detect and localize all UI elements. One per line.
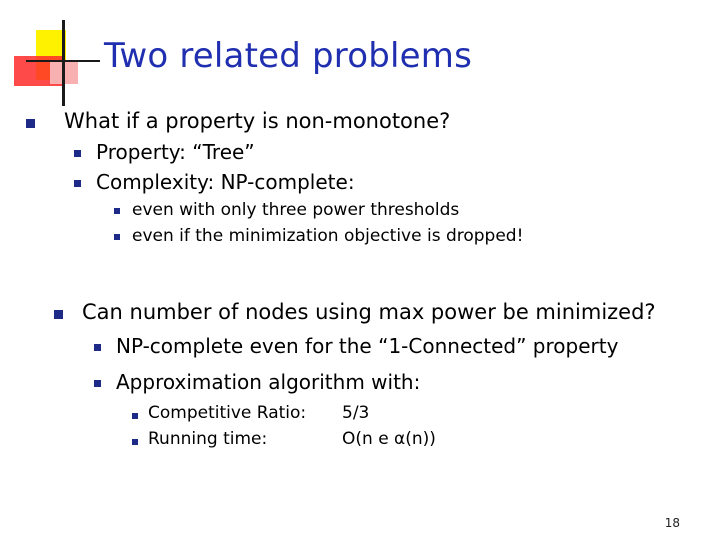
page-number: 18 — [664, 516, 680, 530]
bullet-square-icon — [132, 439, 138, 445]
section1-subitem: even if the minimization objective is dropped! — [132, 226, 524, 246]
decor-horizontal-line — [26, 60, 100, 62]
bullet-square-icon — [132, 413, 138, 419]
section1-subitem: even with only three power thresholds — [132, 200, 460, 220]
running-time-label: Running time: — [148, 429, 268, 449]
bullet-square-icon — [74, 180, 81, 187]
bullet-square-icon — [54, 310, 63, 319]
bullet-square-icon — [114, 234, 120, 240]
bullet-square-icon — [26, 119, 35, 128]
competitive-ratio-value: 5/3 — [342, 403, 370, 423]
slide-title: Two related problems — [104, 36, 473, 76]
section2-item: Approximation algorithm with: — [116, 370, 421, 394]
section1-heading: What if a property is non-monotone? — [64, 109, 451, 133]
bullet-square-icon — [74, 150, 81, 157]
bullet-square-icon — [94, 344, 101, 351]
section2-heading: Can number of nodes using max power be minimized? — [82, 300, 656, 324]
bullet-square-icon — [94, 380, 101, 387]
section1-item: Property: “Tree” — [96, 140, 255, 164]
section1-item: Complexity: NP-complete: — [96, 170, 355, 194]
decor-vertical-line — [62, 20, 65, 106]
competitive-ratio-label: Competitive Ratio: — [148, 403, 307, 423]
bullet-square-icon — [114, 208, 120, 214]
running-time-value: O(n e α(n)) — [342, 429, 436, 449]
section2-item: NP-complete even for the “1-Connected” property — [116, 334, 619, 358]
